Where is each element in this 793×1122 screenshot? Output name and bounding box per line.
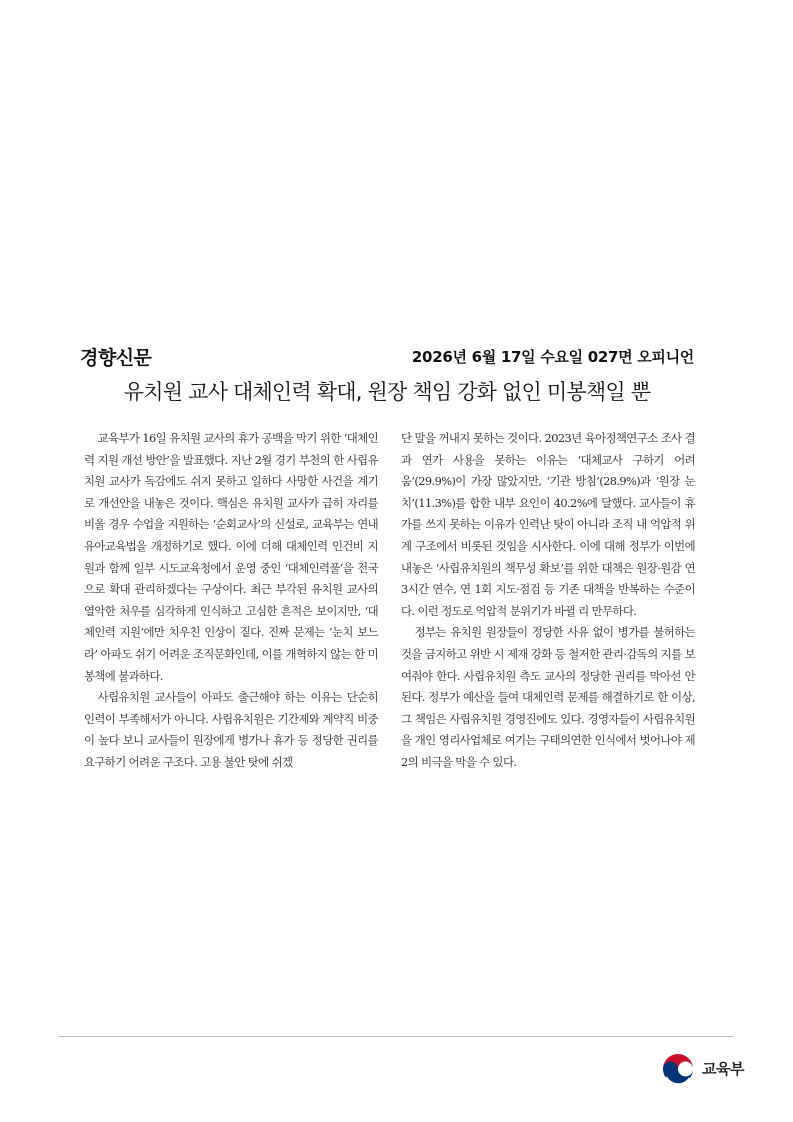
- article-headline: 유치원 교사 대체인력 확대, 원장 책임 강화 없인 미봉책일 뿐: [123, 380, 651, 404]
- article-paragraph: 교육부가 16일 유치원 교사의 휴가 공백을 막기 위한 ‘대체인력 지원 개선 방안’을 발표했다. 지난 2월 경기 부천의 한 사립유치원 교사가 독감에도 쉬지 못하고 일하다 사망한 사건을 계기로 개선안을 내놓은 것이다. 핵심은 유치원 교사가 급히 자리를 비울 경우 수업을 지원하는 ‘순회교사’의 신설로, 교육부는 연내 유아교육법을 개정하기로 했다. 이에 더해 대체인력 인건비 지원과 함께 일부 시도교육청에서 운영 중인 ‘대체인력풀’을 전국으로 확대 관리하겠다는 구상이다. 최근 부각된 유치원 교사의 열악한 처우를 심각하게 인식하고 고심한 흔적은 보이지만, ‘대체인력 지원’에만 치우친 인상이 짙다. 진짜 문제는 ‘눈치 보느라’ 아파도 쉬기 어려운 조직문화인데, 이를 개혁하지 않는 한 미봉책에 불과하다.: [84, 431, 378, 683]
- article-column-right: [401, 428, 695, 774]
- article-paragraph-continued: 단 말을 꺼내지 못하는 것이다. 2023년 육아정책연구소 조사 결과 연가 사용을 못하는 이유는 ‘대체교사 구하기 어려움’(29.9%)이 가장 많았지만, ‘기관 방침’(28.9%)과 ‘원장 눈치’(11.3%)를 합한 내부 요인이 40.2%에 달했다. 교사들이 휴가를 쓰지 못하는 이유가 인력난 탓이 아니라 조직 내 억압적 위계 구조에서 비롯된 것임을 시사한다. 이에 대해 정부가 이번에 내놓은 ‘사립유치원의 책무성 확보’를 위한 대책은 원장·원감 연 3시간 연수, 연 1회 지도·점검 등 기존 대책을 반복하는 수준이다. 이런 정도로 억압적 분위기가 바뀔 리 만무하다.: [401, 431, 695, 618]
- ministry-logo: [660, 1049, 750, 1089]
- ministry-name: 교육부: [702, 1060, 744, 1078]
- taegeuk-emblem-icon: [660, 1051, 696, 1087]
- article-paragraph: 사립유치원 교사들이 아파도 출근해야 하는 이유는 단순히 인력이 부족해서가 아니다. 사립유치원은 기간제와 계약직 비중이 높다 보니 교사들이 원장에게 병가나 휴가 등 정당한 권리를 요구하기 어려운 구조다. 고용 불안 탓에 쉬겠: [84, 690, 378, 769]
- newspaper-name: 경향신문: [80, 347, 152, 369]
- masthead: [80, 343, 694, 369]
- dateline: 2026년 6월 17일 수요일 027면 오피니언: [411, 348, 694, 366]
- article-column-left: [84, 428, 378, 774]
- article-paragraph: 정부는 유치원 원장들이 정당한 사유 없이 병가를 불허하는 것을 금지하고 위반 시 제재 강화 등 철저한 관리·감독의 지를 보여줘야 한다. 사립유치원 측도 교사의 정당한 권리를 막아선 안 된다. 정부가 예산을 들여 대체인력 문제를 해결하기로 한 이상, 그 책임은 사립유치원 경영진에도 있다. 경영자들이 사립유치원을 개인 영리사업체로 여기는 구태의연한 인식에서 벗어나야 제2의 비극을 막을 수 있다.: [401, 625, 695, 769]
- footer-divider: [58, 1036, 734, 1037]
